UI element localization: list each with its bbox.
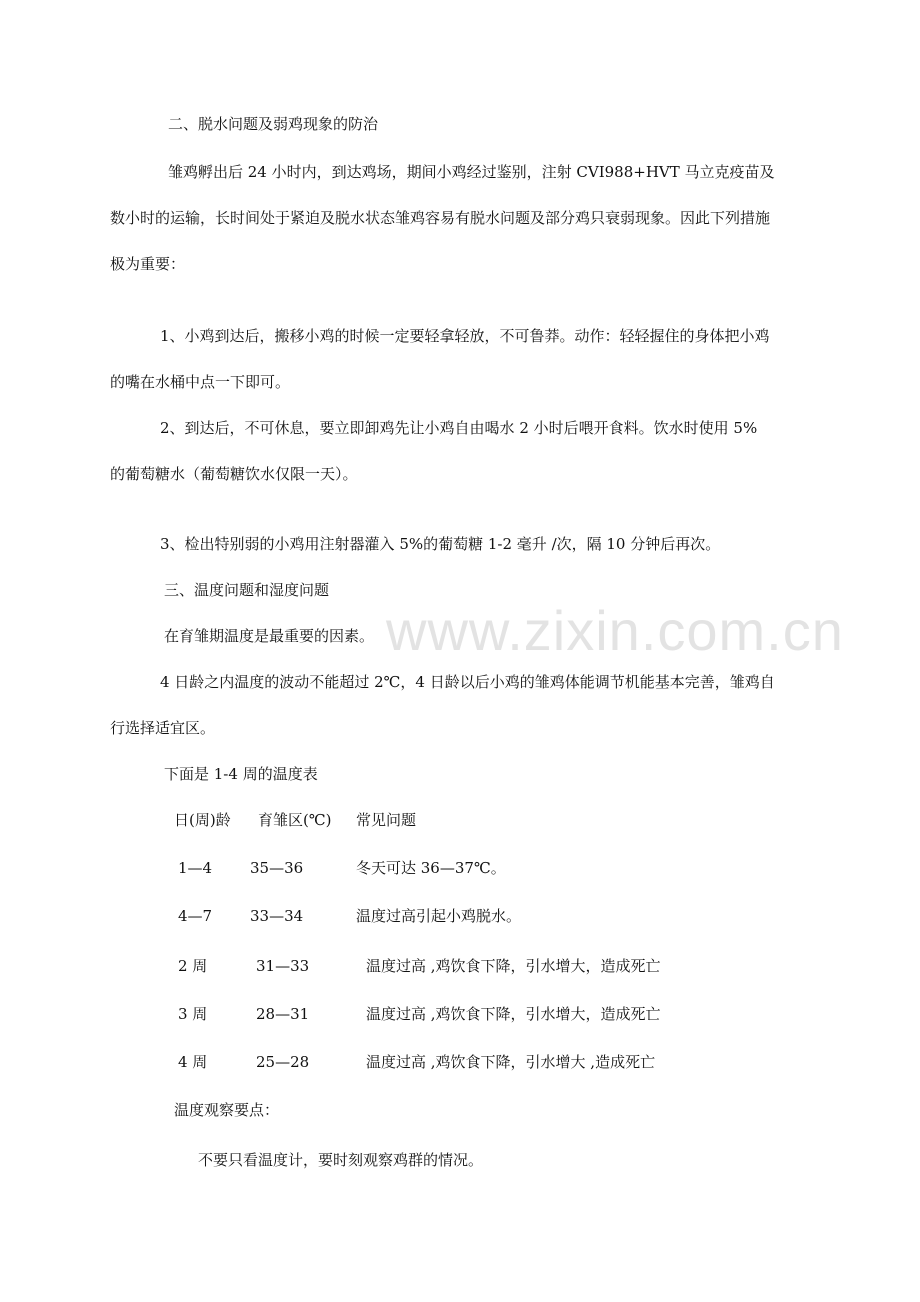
section3-heading: 三、温度问题和湿度问题 — [164, 581, 330, 599]
header-problem: 常见问题 — [356, 811, 417, 829]
item3: 3、检出特别弱的小鸡用注射器灌入 5%的葡萄糖 1-2 毫升 /次，隔 10 分钟后再次。 — [160, 535, 721, 553]
cell-age: 4—7 — [178, 907, 213, 925]
cell-problem: 冬天可达 36—37℃。 — [356, 859, 506, 877]
section2-intro-line2: 数小时的运输，长时间处于紧迫及脱水状态雏鸡容易有脱水问题及部分鸡只衰弱现象。因此下列措施 — [110, 209, 771, 227]
observation-heading: 温度观察要点： — [174, 1101, 280, 1119]
item1-line2: 的嘴在水桶中点一下即可。 — [110, 373, 291, 391]
cell-problem: 温度过高 ,鸡饮食下降，引水增大，造成死亡 — [366, 957, 661, 975]
cell-problem: 温度过高 ,鸡饮食下降，引水增大 ,造成死亡 — [366, 1053, 656, 1071]
observation-text: 不要只看温度计，要时刻观察鸡群的情况。 — [198, 1151, 484, 1169]
cell-age: 2 周 — [178, 957, 208, 975]
section2-intro-line3: 极为重要： — [110, 255, 186, 273]
cell-age: 4 周 — [178, 1053, 208, 1071]
section2-intro-line1: 雏鸡孵出后 24 小时内，到达鸡场，期间小鸡经过鉴别，注射 CVI988+HVT 马立克疫苗及 — [168, 163, 775, 181]
cell-age: 1—4 — [178, 859, 213, 877]
cell-age: 3 周 — [178, 1005, 208, 1023]
section2-heading: 二、脱水问题及弱鸡现象的防治 — [168, 115, 379, 133]
watermark: www.zixin.com.cn — [386, 599, 844, 662]
cell-problem: 温度过高 ,鸡饮食下降，引水增大，造成死亡 — [366, 1005, 661, 1023]
cell-temp: 35—36 — [250, 859, 304, 877]
cell-temp: 33—34 — [250, 907, 304, 925]
item1-line1: 1、小鸡到达后，搬移小鸡的时候一定要轻拿轻放，不可鲁莽。动作：轻轻握住的身体把小鸡 — [160, 327, 770, 345]
item2-line1: 2、到达后，不可休息，要立即卸鸡先让小鸡自由喝水 2 小时后喂开食料。饮水时使用 5% — [160, 419, 758, 437]
cell-problem: 温度过高引起小鸡脱水。 — [356, 907, 522, 925]
cell-temp: 28—31 — [256, 1005, 310, 1023]
section3-p2-line2: 行选择适宜区。 — [110, 719, 216, 737]
section3-p2-line1: 4 日龄之内温度的波动不能超过 2℃，4 日龄以后小鸡的雏鸡体能调节机能基本完善，雏鸡自 — [160, 673, 775, 691]
item2-line2: 的葡萄糖水（葡萄糖饮水仅限一天）。 — [110, 465, 358, 483]
section3-p1: 在育雏期温度是最重要的因素。 — [164, 627, 375, 645]
header-age: 日(周)龄 — [174, 811, 231, 829]
cell-temp: 25—28 — [256, 1053, 310, 1071]
table-caption: 下面是 1-4 周的温度表 — [164, 765, 318, 783]
cell-temp: 31—33 — [256, 957, 310, 975]
header-temp: 育雏区(℃) — [258, 811, 332, 829]
